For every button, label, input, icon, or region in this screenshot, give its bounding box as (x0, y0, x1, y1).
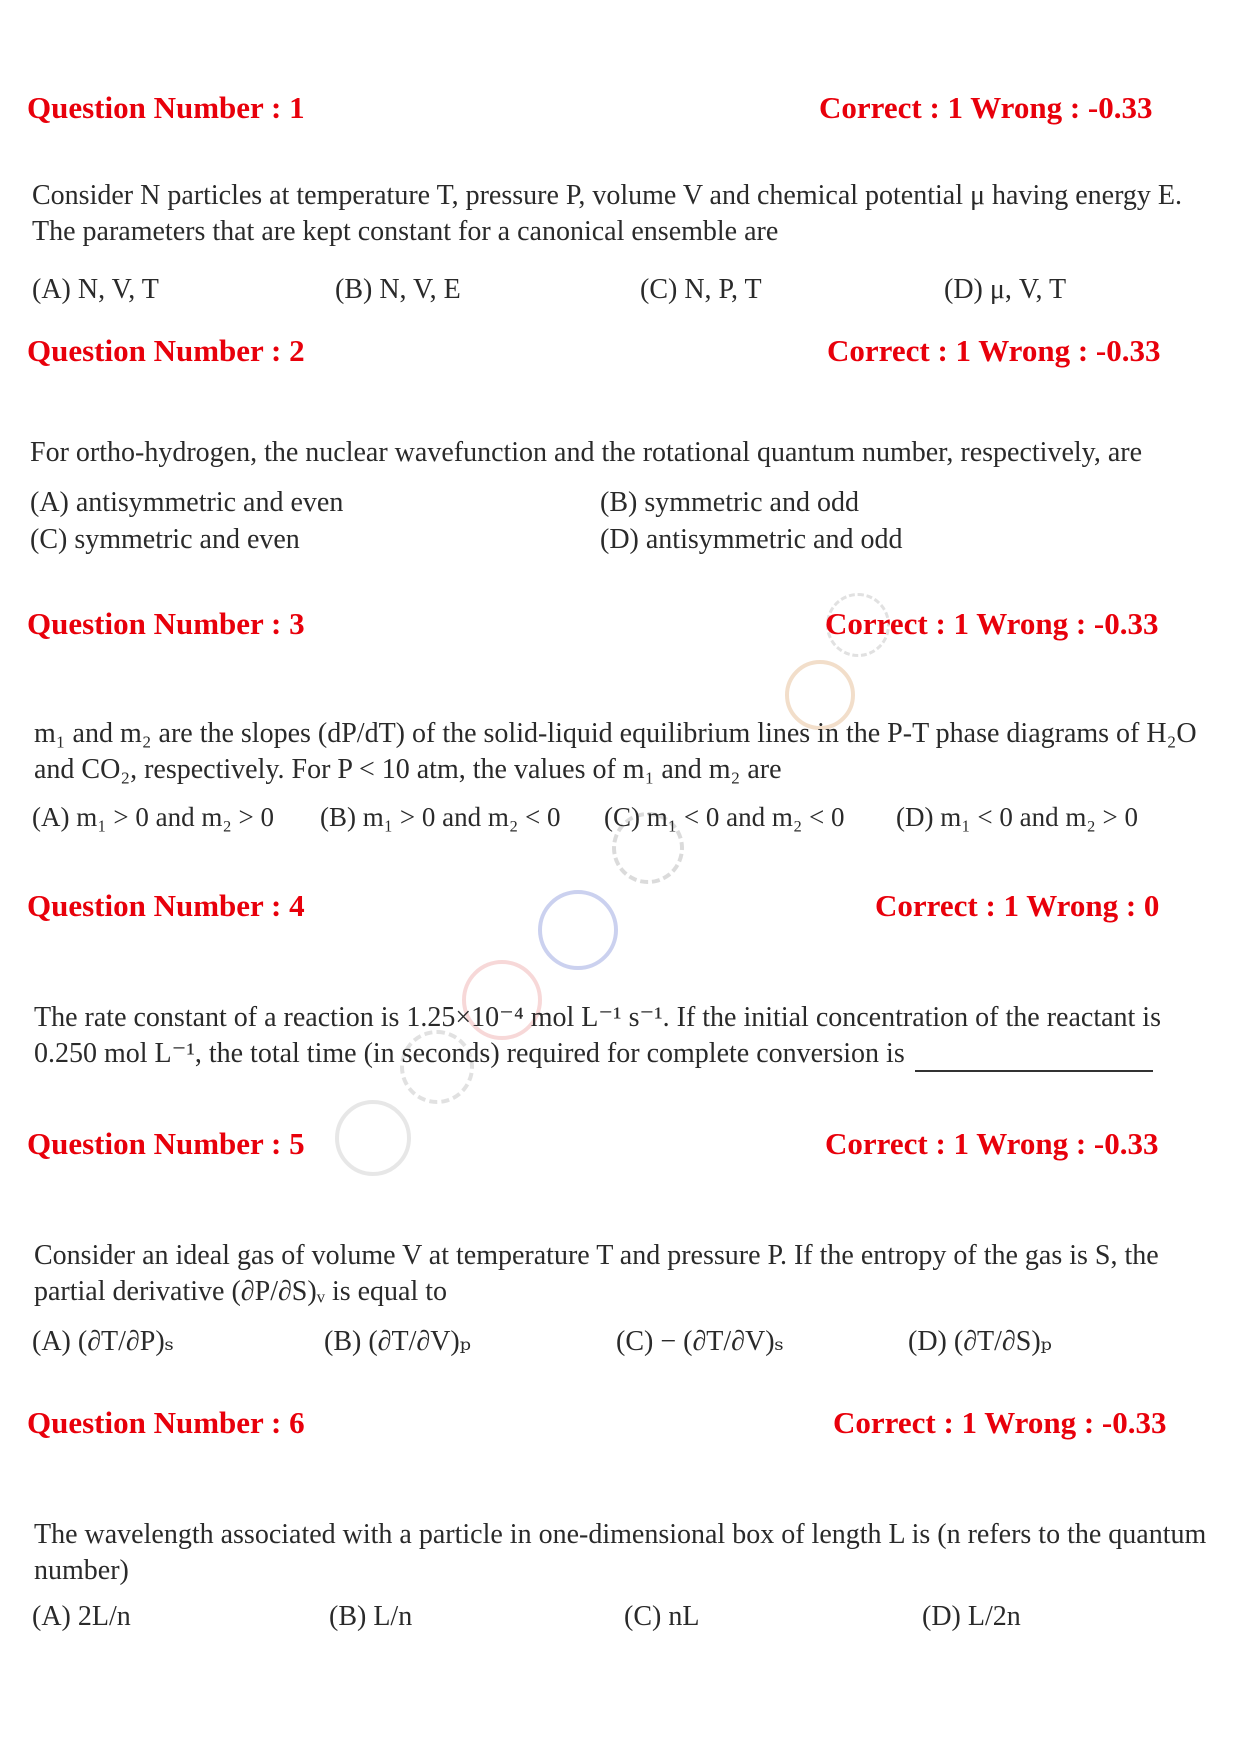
option-d: (D) antisymmetric and odd (600, 524, 903, 555)
question-text: The wavelength associated with a particle in one-dimensional box of length L is (n refers to the quantum number) (34, 1519, 1207, 1586)
option-b: (B) (∂T/∂V)ₚ (324, 1326, 471, 1357)
question-text: Consider an ideal gas of volume V at temperature T and pressure P. If the entropy of the gas is S, the partial derivative (∂P/∂S)ᵥ is equal to (34, 1240, 1159, 1307)
option-b: (B) m₁ > 0 and m₂ < 0 (320, 802, 561, 832)
option-b: (B) L/n (329, 1601, 413, 1632)
marking-scheme: Correct : 1 Wrong : -0.33 (819, 90, 1153, 125)
marking-scheme: Correct : 1 Wrong : -0.33 (825, 606, 1159, 641)
question-number: Question Number : 4 (27, 888, 305, 923)
option-c: (C) nL (624, 1601, 700, 1632)
option-d: (D) L/2n (922, 1601, 1021, 1632)
option-a: (A) m₁ > 0 and m₂ > 0 (32, 802, 274, 832)
question-header (27, 1405, 1210, 1445)
marking-scheme: Correct : 1 Wrong : -0.33 (827, 333, 1161, 368)
question-text: m₁ and m₂ are the slopes (dP/dT) of the solid-liquid equilibrium lines in the P-T phase diagrams of H₂O and CO₂, respectively. For P < 10 atm, the values of m₁ and m₂ are (34, 718, 1197, 785)
option-c: (C) − (∂T/∂V)ₛ (616, 1326, 784, 1357)
option-a: (A) 2L/n (32, 1601, 131, 1632)
question-header (27, 1126, 1210, 1166)
question-number: Question Number : 2 (27, 333, 305, 368)
option-a: (A) N, V, T (32, 274, 159, 305)
question-number: Question Number : 3 (27, 606, 305, 641)
question-number: Question Number : 5 (27, 1126, 305, 1161)
question-text: For ortho-hydrogen, the nuclear wavefunction and the rotational quantum number, respectively, are (30, 437, 1143, 468)
question-text-body: The rate constant of a reaction is 1.25×10⁻⁴ mol L⁻¹ s⁻¹. If the initial concentration of the reactant is 0.250 mol L⁻¹, the total time (in seconds) required for complete conversion is (34, 1002, 1161, 1069)
option-a: (A) (∂T/∂P)ₛ (32, 1326, 175, 1357)
question-header (27, 333, 1210, 373)
option-d: (D) m₁ < 0 and m₂ > 0 (896, 802, 1138, 832)
option-a: (A) antisymmetric and even (30, 487, 344, 518)
option-b: (B) symmetric and odd (600, 487, 859, 518)
question-number: Question Number : 6 (27, 1405, 305, 1440)
marking-scheme: Correct : 1 Wrong : 0 (875, 888, 1160, 923)
question-header (27, 90, 1210, 130)
marking-scheme: Correct : 1 Wrong : -0.33 (833, 1405, 1167, 1440)
option-c: (C) N, P, T (640, 274, 762, 305)
marking-scheme: Correct : 1 Wrong : -0.33 (825, 1126, 1159, 1161)
question-number: Question Number : 1 (27, 90, 305, 125)
question-text: Consider N particles at temperature T, pressure P, volume V and chemical potential μ having energy E. The parameters that are kept constant for a canonical ensemble are (32, 180, 1182, 247)
option-b: (B) N, V, E (335, 274, 461, 305)
option-c: (C) m₁ < 0 and m₂ < 0 (604, 802, 845, 832)
answer-blank (915, 1040, 1153, 1072)
option-d: (D) μ, V, T (944, 274, 1067, 305)
option-c: (C) symmetric and even (30, 524, 300, 555)
option-d: (D) (∂T/∂S)ₚ (908, 1326, 1052, 1357)
question-header (27, 606, 1210, 646)
question-text (34, 1000, 1214, 1072)
question-header (27, 888, 1210, 928)
